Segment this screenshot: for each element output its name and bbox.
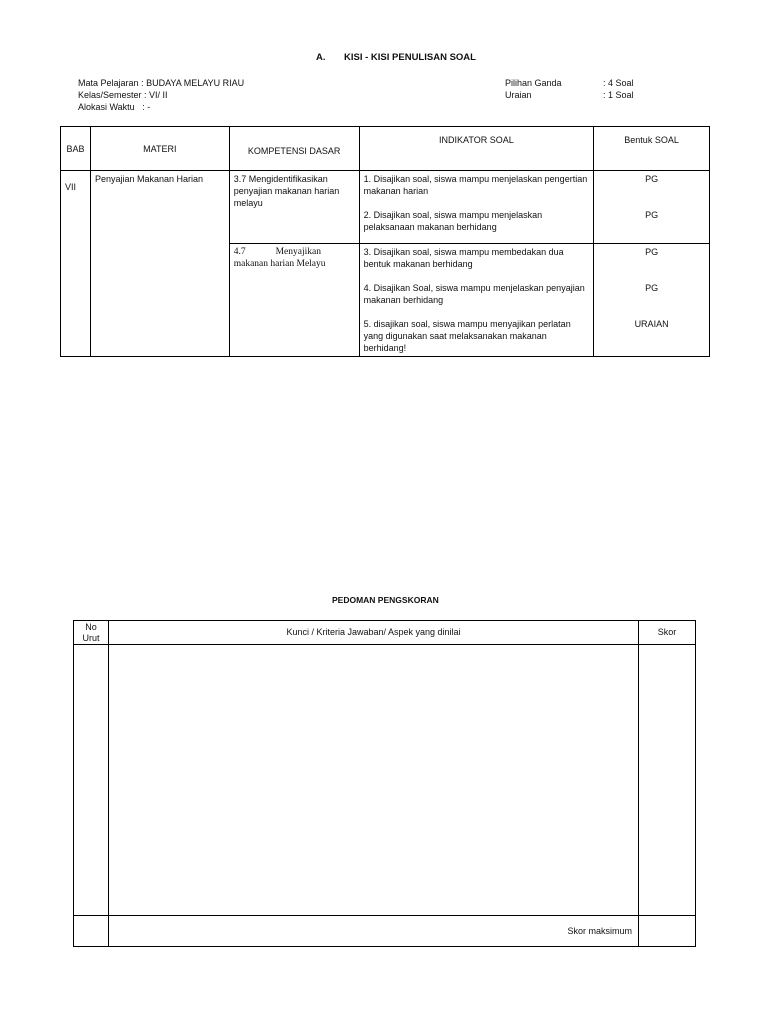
pedoman-table	[73, 620, 696, 947]
kisi-header-row	[61, 127, 710, 171]
kunci-cell	[108, 645, 638, 916]
info-uraian-label: Uraian	[505, 90, 532, 100]
footer-blank-cell	[74, 916, 109, 947]
kd-description: Menyajikan makanan harian Melayu	[233, 247, 326, 269]
indikator-item: 4. Disajikan Soal, siswa mampu menjelaskan penyajian makanan berhidang	[363, 283, 585, 305]
kd-text	[230, 244, 359, 272]
header-bab: BAB	[61, 127, 91, 171]
kd-text: 3.7 Mengidentifikasikan penyajian makanan harian melayu	[233, 174, 340, 208]
pedoman-header-row	[74, 621, 696, 645]
title-number: A.	[316, 52, 326, 63]
info-value: : BUDAYA MELAYU RIAU	[141, 78, 245, 88]
header-indikator-soal: INDIKATOR SOAL	[359, 127, 594, 171]
info-kelas-semester	[78, 90, 168, 100]
bentuk-item: PG	[645, 247, 659, 257]
header-materi: MATERI	[90, 127, 229, 171]
header-no-urut	[74, 621, 109, 645]
pedoman-title: PEDOMAN PENGSKORAN	[332, 595, 439, 605]
indikator-cell-1	[359, 171, 594, 244]
kd-number: 4.7	[233, 247, 246, 257]
bentuk-cell-2	[594, 244, 710, 357]
kd-cell-2	[229, 244, 359, 357]
bab-value: VII	[65, 182, 77, 192]
indikator-item: 1. Disajikan soal, siswa mampu menjelaskan pengertian makanan harian	[363, 174, 588, 196]
header-kompetensi-dasar: KOMPETENSI DASAR	[229, 127, 359, 171]
pedoman-body-row	[74, 645, 696, 916]
info-label: Kelas/Semester	[78, 90, 142, 100]
bentuk-item: PG	[645, 210, 659, 220]
header-skor: Skor	[639, 621, 696, 645]
skor-maksimum-label: Skor maksimum	[108, 916, 638, 947]
bentuk-item: PG	[645, 174, 659, 184]
materi-value: Penyajian Makanan Harian	[94, 174, 204, 184]
bab-cell	[61, 171, 91, 357]
header-urut: Urut	[82, 632, 100, 643]
info-value: : VI/ II	[144, 90, 168, 100]
info-pilihan-ganda-value: : 4 Soal	[603, 78, 634, 88]
no-urut-cell	[74, 645, 109, 916]
info-label: Mata Pelajaran	[78, 78, 139, 88]
kisi-row-kd-3-7	[61, 171, 710, 244]
skor-cell	[639, 645, 696, 916]
bentuk-item: URAIAN	[634, 319, 669, 329]
title-text: KISI - KISI PENULISAN SOAL	[344, 52, 476, 63]
indikator-item: 3. Disajikan soal, siswa mampu membedakan dua bentuk makanan berhidang	[363, 247, 564, 269]
bentuk-item: PG	[645, 283, 659, 293]
info-value: : -	[142, 102, 151, 112]
page-title	[316, 52, 476, 63]
info-alokasi-waktu	[78, 102, 150, 112]
header-no: No	[85, 621, 97, 632]
header-bentuk-soal: Bentuk SOAL	[594, 127, 710, 171]
indikator-cell-2	[359, 244, 594, 357]
materi-cell	[90, 171, 229, 357]
kisi-table	[60, 126, 710, 357]
indikator-item: 5. disajikan soal, siswa mampu menyajikan perlatan yang digunakan saat melaksanakan makanan berhidang!	[363, 319, 571, 353]
indikator-item: 2. Disajikan soal, siswa mampu menjelaskan pelaksanaan makanan berhidang	[363, 210, 543, 232]
pedoman-footer-row	[74, 916, 696, 947]
bentuk-cell-1	[594, 171, 710, 244]
info-pilihan-ganda-label: Pilihan Ganda	[505, 78, 562, 88]
info-label: Alokasi Waktu	[78, 102, 135, 112]
kd-cell-1	[229, 171, 359, 244]
header-kunci: Kunci / Kriteria Jawaban/ Aspek yang dinilai	[108, 621, 638, 645]
info-uraian-value: : 1 Soal	[603, 90, 634, 100]
info-mata-pelajaran	[78, 78, 244, 88]
skor-maksimum-value	[639, 916, 696, 947]
